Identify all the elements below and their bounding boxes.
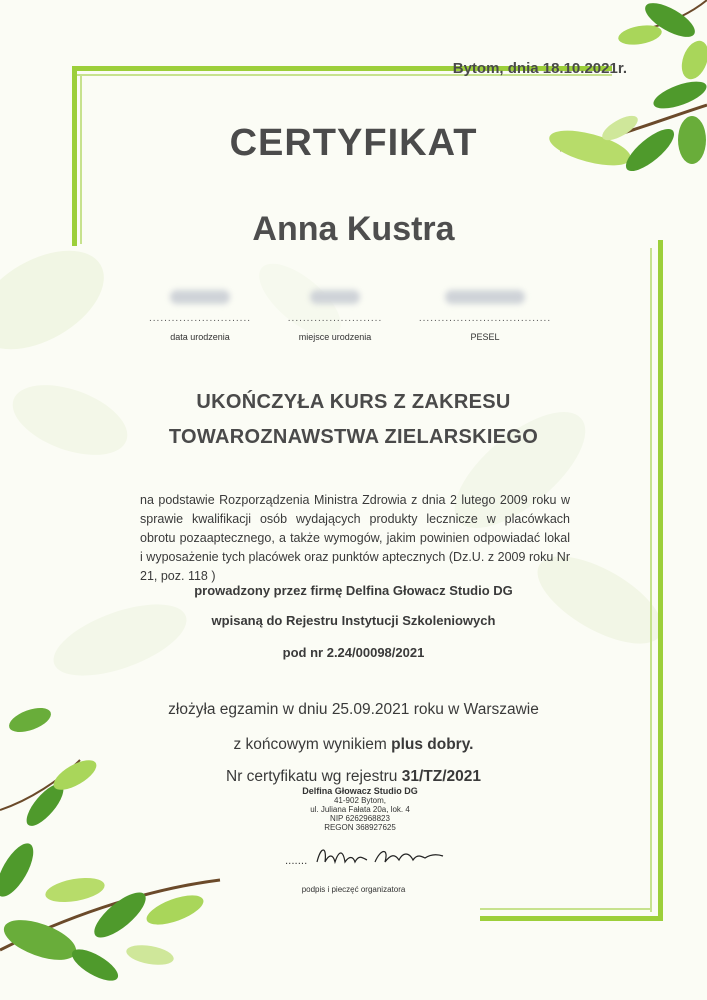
legal-basis-paragraph: na podstawie Rozporządzenia Ministra Zdrowia z dnia 2 lutego 2009 roku w sprawie kwalifikacji osób wydających produkty lecznicze w placówkach obrotu pozaaptecznego, a także wymogów, jakim powinien odpowiadać lokal i wyposażenie tych placówek oraz punktów aptecznych (Dz.U. z 2009 roku Nr 21, poz. 118 )	[140, 493, 570, 583]
pesel-dotted-line: ...................................	[418, 313, 552, 324]
exam-result-prefix: z końcowym wynikiem	[233, 736, 392, 753]
leaves-top-right-decoration	[520, 0, 707, 200]
pesel-field	[415, 290, 555, 342]
registry-number-line: pod nr 2.24/00098/2021	[282, 645, 425, 660]
birth-date-redacted-value	[170, 290, 230, 304]
exam-result-line	[0, 736, 707, 754]
frame-right	[658, 240, 663, 920]
exam-result-value: plus dobry.	[391, 736, 474, 753]
handwritten-signature	[285, 842, 455, 872]
certificate-title: CERTYFIKAT	[229, 122, 478, 164]
certificate-number-value: 31/TZ/2021	[401, 768, 481, 785]
stamp-regon: REGON 368927625	[324, 823, 396, 832]
stamp-nip: NIP 6262968823	[330, 814, 390, 823]
birth-date-field	[140, 290, 260, 342]
frame-bottom-inner	[480, 908, 652, 910]
pesel-label: PESEL	[470, 332, 500, 342]
svg-text:.......: .......	[285, 856, 308, 867]
certificate-number-line	[0, 768, 707, 786]
course-heading-line1: UKOŃCZYŁA KURS Z ZAKRESU	[196, 391, 511, 413]
birth-date-dotted-line: ...........................	[148, 313, 251, 324]
birth-place-dotted-line: .........................	[287, 313, 383, 324]
certificate-number-prefix: Nr certyfikatu wg rejestru	[226, 768, 402, 785]
organizer-line: prowadzony przez firmę Delfina Głowacz Studio DG	[194, 583, 513, 598]
course-heading-line2: TOWAROZNAWSTWA ZIELARSKIEGO	[168, 426, 539, 448]
pesel-redacted-value	[445, 290, 525, 304]
exam-line: złożyła egzamin w dniu 25.09.2021 roku w Warszawie	[168, 701, 539, 718]
birth-place-redacted-value	[310, 290, 360, 304]
registry-line: wpisaną do Rejestru Instytucji Szkoleniowych	[211, 613, 496, 628]
frame-right-inner	[650, 248, 652, 912]
stamp-address: ul. Juliana Fałata 20a, lok. 4	[310, 805, 410, 814]
organizer-stamp	[290, 787, 430, 832]
stamp-company-name: Delfina Głowacz Studio DG	[302, 786, 418, 796]
stamp-postal: 41-902 Bytom,	[333, 796, 387, 805]
birth-date-label: data urodzenia	[170, 332, 230, 342]
recipient-name: Anna Kustra	[252, 210, 455, 248]
signature-label: podpis i pieczęć organizatora	[301, 885, 406, 894]
birth-place-label: miejsce urodzenia	[298, 332, 372, 342]
birth-place-field	[275, 290, 395, 342]
issue-date-place: Bytom, dnia 18.10.2021r.	[452, 60, 627, 77]
frame-bottom	[480, 916, 663, 921]
